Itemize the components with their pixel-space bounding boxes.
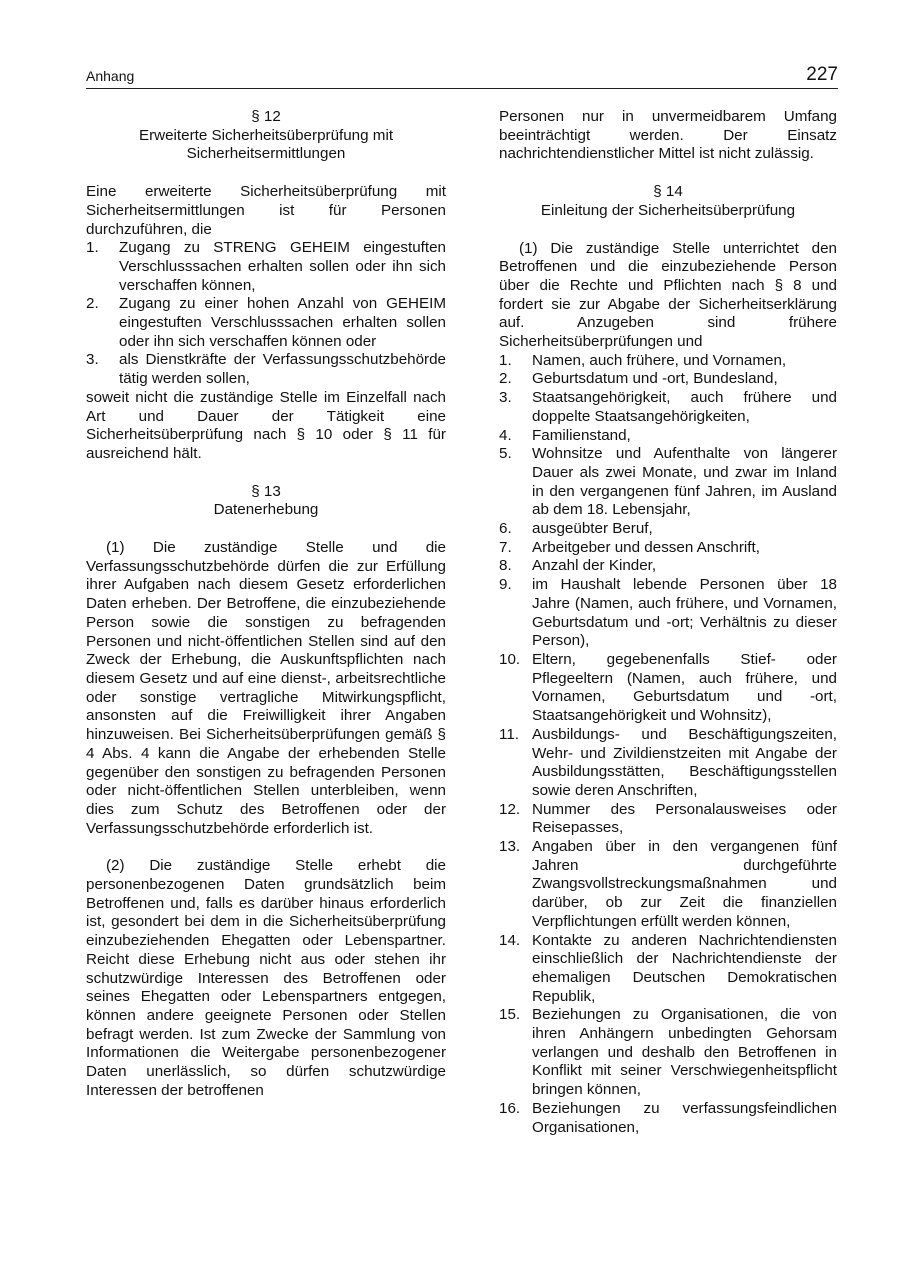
s14-number: § 14 <box>653 183 683 201</box>
list-item: 15. Beziehungen zu Organisationen, die von ihren Anhängern unbedingten Gehorsam verlangen und deshalb den Betroffenen in Konflikt mit seiner Verschwiegenheitspflicht bringen können, <box>499 1006 837 1099</box>
list-item: 2. Geburtsdatum und -ort, Bundesland, <box>499 370 778 388</box>
page-header <box>86 62 838 89</box>
s13-paragraph-2: (2) Die zuständige Stelle erhebt die personenbezogenen Daten grundsätzlich beim Betroffenen und, falls es darüber hinaus erforderlich ist, gesondert bei dem in die Sicherheitsüberprüfung einzubeziehenden Ehegatten oder Lebenspartner. Reicht diese Erhebung nicht aus oder stehen ihr schutzwürdige Interessen des Betroffenen oder seines Ehegatten oder Lebenspartners entgegen, können andere geeignete Personen oder Stellen befragt werden. Ist zum Zwecke der Sammlung von Informationen die Weitergabe personenbezogener Daten unerlässlich, so dürfen schutzwürdige Interessen der betroffenen <box>86 857 446 1099</box>
list-item: 4. Familienstand, <box>499 426 631 444</box>
list-item: 8. Anzahl der Kinder, <box>499 557 657 575</box>
s14-list <box>499 352 837 1138</box>
running-head: Anhang <box>86 68 135 84</box>
list-item: 11. Ausbildungs- und Beschäftigungszeiten, Wehr- und Zivildienstzeiten mit Angabe der Ausbildungsstätten, Beschäftigungsstellen sowie deren Anschriften, <box>499 725 837 799</box>
list-item: 12. Nummer des Personalausweises oder Reisepasses, <box>499 800 837 837</box>
s12-title-line2: Sicherheitsermittlungen <box>186 145 346 163</box>
list-item: 14. Kontakte zu anderen Nachrichtendiensten einschließlich der Nachrichtendienste der ehemaligen Deutschen Demokratischen Republik, <box>499 931 837 1005</box>
s14-paragraph-1: (1) Die zuständige Stelle unterrichtet den Betroffenen und die einzubeziehende Person über die Rechte und Pflichten nach § 8 und fordert sie zur Abgabe der Sicherheitserklärung auf. Anzugeben sind frühere Sicherheitsüberprüfungen und <box>499 239 837 351</box>
list-item: 2. Zugang zu einer hohen Anzahl von GEHEIM eingestuften Verschlusssachen erhalten sollen oder ihn sich verschaffen können oder <box>86 295 446 350</box>
left-column <box>86 108 446 1100</box>
s13-paragraph-1: (1) Die zuständige Stelle und die Verfassungsschutzbehörde dürfen die zur Erfüllung ihrer Aufgaben nach diesem Gesetz erforderlichen Daten erheben. Der Betroffene, die einzubeziehende Person sowie die sonstigen zu befragenden Personen und nicht-öffentlichen Stellen sind auf den Zweck der Erhebung, die Auskunftspflichten nach diesem Gesetz und auf eine dienst-, arbeitsrechtliche oder sonstige vertragliche Mitwirkungspflicht, ansonsten auf die Freiwilligkeit ihrer Angaben hinzuweisen. Bei Sicherheitsüberprüfungen gemäß § 4 Abs. 4 kann die Angabe der erhebenden Stelle gegenüber den sonstigen zu befragenden Personen oder nicht-öffentlichen Stellen unterbleiben, wenn dies zum Schutz des Betroffenen oder der Verfassungsschutzbehörde erforderlich ist. <box>86 539 446 837</box>
list-item: 10. Eltern, gegebenenfalls Stief- oder Pflegeeltern (Namen, auch frühere, und Vornamen, Geburtsdatum und -ort, Staatsangehörigkeit und Wohnsitz), <box>499 650 837 725</box>
s13-number: § 13 <box>251 482 281 500</box>
page-number: 227 <box>806 64 838 85</box>
right-column <box>499 108 837 1137</box>
list-item: 1. Namen, auch frühere, und Vornamen, <box>499 351 787 369</box>
list-item: 3. Staatsangehörigkeit, auch frühere und doppelte Staatsangehörigkeiten, <box>499 389 837 425</box>
list-item: 9. im Haushalt lebende Personen über 18 Jahre (Namen, auch frühere, und Vornamen, Geburtsdatum und -ort; Verhältnis zu dieser Person), <box>499 576 837 650</box>
s14-title: Einleitung der Sicherheitsüberprüfung <box>540 201 796 219</box>
s13-continuation: Personen nur in unvermeidbarem Umfang beeinträchtigt werden. Der Einsatz nachrichtendienstlicher Mittel ist nicht zulässig. <box>499 108 837 163</box>
s12-number: § 12 <box>251 108 281 125</box>
list-item: 16. Beziehungen zu verfassungsfeindlichen Organisationen, <box>499 1099 837 1136</box>
s12-title-line1: Erweiterte Sicherheitsüberprüfung mit <box>138 126 394 144</box>
list-item: 3. als Dienstkräfte der Verfassungsschutzbehörde tätig werden sollen, <box>86 351 446 388</box>
s12-closing: soweit nicht die zuständige Stelle im Einzelfall nach Art und Dauer der Tätigkeit eine Sicherheitsüberprüfung nach § 10 oder § 11 für ausreichend hält. <box>86 388 446 462</box>
s12-list <box>86 239 446 389</box>
s12-intro: Eine erweiterte Sicherheitsüberprüfung mit Sicherheitsermittlungen ist für Personen durchzuführen, die <box>86 183 446 238</box>
list-item: 6. ausgeübter Beruf, <box>499 520 653 538</box>
s13-title: Datenerhebung <box>213 501 319 519</box>
list-item: 5. Wohnsitze und Aufenthalte von längerer Dauer als zwei Monate, und zwar im Inland in den vergangenen fünf Jahren, im Ausland ab dem 18. Lebensjahr, <box>499 445 837 519</box>
list-item: 7. Arbeitgeber und dessen Anschrift, <box>499 538 760 556</box>
list-item: 13. Angaben über in den vergangenen fünf Jahren durchgeführte Zwangsvollstreckungsmaßnahmen und darüber, ob zur Zeit die finanziellen Verpflichtungen erfüllt werden können, <box>499 838 837 930</box>
list-item: 1. Zugang zu STRENG GEHEIM eingestuften Verschlusssachen erhalten sollen oder ihn sich verschaffen können, <box>86 239 446 294</box>
